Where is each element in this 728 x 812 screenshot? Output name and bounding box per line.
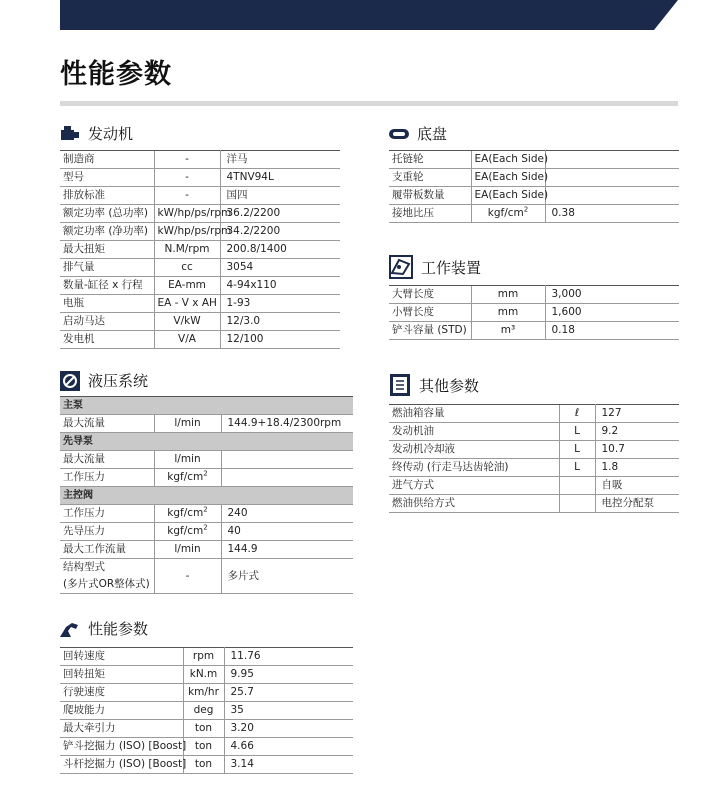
table-row xyxy=(60,205,340,223)
performance-section-header xyxy=(60,618,148,639)
row-value: 40 xyxy=(221,523,353,541)
row-value: 4TNV94L xyxy=(220,169,340,187)
row-label: 行驶速度 xyxy=(60,684,183,702)
row-label: 制造商 xyxy=(60,151,154,169)
document-icon xyxy=(389,373,411,397)
table-row xyxy=(60,756,353,774)
row-unit: ton xyxy=(183,738,224,756)
row-unit xyxy=(559,477,595,495)
table-row xyxy=(60,295,340,313)
row-unit: V/A xyxy=(154,331,220,349)
row-unit: EA - V x AH xyxy=(154,295,220,313)
other-table xyxy=(389,404,679,513)
engine-section-header xyxy=(60,123,133,144)
row-value: 0.38 xyxy=(545,205,679,223)
table-row xyxy=(60,684,353,702)
row-unit: - xyxy=(154,151,220,169)
row-unit: deg xyxy=(183,702,224,720)
row-label: 终传动 (行走马达齿轮油) xyxy=(389,459,559,477)
row-unit: kW/hp/ps/rpm xyxy=(154,205,220,223)
unit-superscript: 2 xyxy=(203,469,208,478)
row-value: 36.2/2200 xyxy=(220,205,340,223)
row-unit: l/min xyxy=(154,451,221,469)
unit-text: kgf/cm xyxy=(167,471,204,483)
table-row xyxy=(60,523,353,541)
row-unit: L xyxy=(559,423,595,441)
row-label xyxy=(60,559,154,594)
table-row xyxy=(389,151,679,169)
row-value: 1-93 xyxy=(220,295,340,313)
table-row xyxy=(60,666,353,684)
row-unit: - xyxy=(154,169,220,187)
row-unit xyxy=(559,495,595,513)
row-unit xyxy=(154,469,221,487)
table-group-row xyxy=(60,433,353,451)
row-unit: N.M/rpm xyxy=(154,241,220,259)
row-value: 1.8 xyxy=(595,459,679,477)
workdevice-section-header xyxy=(389,255,481,279)
row-unit: ton xyxy=(183,756,224,774)
row-unit: rpm xyxy=(183,648,224,666)
track-icon xyxy=(389,124,409,144)
row-value: 35 xyxy=(224,702,353,720)
row-label: 大臂长度 xyxy=(389,286,471,304)
engine-section-title: 发动机 xyxy=(88,125,134,143)
row-value: 11.76 xyxy=(224,648,353,666)
table-row xyxy=(389,304,679,322)
row-label: 最大流量 xyxy=(60,415,154,433)
row-label: 发电机 xyxy=(60,331,154,349)
row-label: 爬坡能力 xyxy=(60,702,183,720)
row-unit: l/min xyxy=(154,415,221,433)
row-value: 1,600 xyxy=(545,304,679,322)
row-label: 铲斗容量 (STD) xyxy=(389,322,471,340)
row-unit: EA(Each Side) xyxy=(471,151,545,169)
group-label: 先导泵 xyxy=(60,433,353,451)
hydraulic-table xyxy=(60,396,353,594)
table-group-row xyxy=(60,487,353,505)
table-row xyxy=(60,541,353,559)
hydraulic-section-header xyxy=(60,370,148,391)
row-label: 接地比压 xyxy=(389,205,471,223)
table-row xyxy=(60,223,340,241)
table-row xyxy=(389,423,679,441)
unit-superscript: 2 xyxy=(523,205,529,214)
table-row xyxy=(60,277,340,295)
row-value: 12/100 xyxy=(220,331,340,349)
row-value: 240 xyxy=(221,505,353,523)
row-unit: ℓ xyxy=(559,405,595,423)
row-value: 12/3.0 xyxy=(220,313,340,331)
table-row xyxy=(389,405,679,423)
row-label: 电瓶 xyxy=(60,295,154,313)
table-row xyxy=(60,738,353,756)
row-value: 3054 xyxy=(220,259,340,277)
table-row xyxy=(60,415,353,433)
row-label: 支重轮 xyxy=(389,169,471,187)
row-value: 127 xyxy=(595,405,679,423)
table-group-row xyxy=(60,397,353,415)
row-value: 200.8/1400 xyxy=(220,241,340,259)
row-value xyxy=(221,451,353,469)
unit-text: kgf/cm xyxy=(487,207,524,219)
row-unit: ton xyxy=(183,720,224,738)
hydraulic-pump-icon xyxy=(60,371,80,391)
row-value xyxy=(221,469,353,487)
table-row xyxy=(60,241,340,259)
row-unit xyxy=(154,523,221,541)
other-section-header xyxy=(389,373,479,397)
row-unit: V/kW xyxy=(154,313,220,331)
chassis-section-header xyxy=(389,123,447,144)
row-unit: l/min xyxy=(154,541,221,559)
row-value: 9.2 xyxy=(595,423,679,441)
row-value: 9.95 xyxy=(224,666,353,684)
table-row xyxy=(60,187,340,205)
table-row xyxy=(60,451,353,469)
table-row xyxy=(389,441,679,459)
row-value: 144.9 xyxy=(221,541,353,559)
row-value: 多片式 xyxy=(221,559,353,594)
boom-icon xyxy=(389,255,413,279)
row-label: 先导压力 xyxy=(60,523,154,541)
row-label: 启动马达 xyxy=(60,313,154,331)
excavator-arm-icon xyxy=(60,619,80,639)
table-row xyxy=(60,151,340,169)
table-row xyxy=(60,505,353,523)
row-label: 最大扭矩 xyxy=(60,241,154,259)
row-value: 4.66 xyxy=(224,738,353,756)
row-value: 4-94x110 xyxy=(220,277,340,295)
row-unit: L xyxy=(559,441,595,459)
row-value: 25.7 xyxy=(224,684,353,702)
table-row xyxy=(60,169,340,187)
row-unit: L xyxy=(559,459,595,477)
row-label: 小臂长度 xyxy=(389,304,471,322)
row-label: 排放标准 xyxy=(60,187,154,205)
table-row xyxy=(60,720,353,738)
table-row xyxy=(389,169,679,187)
row-label: 最大工作流量 xyxy=(60,541,154,559)
row-label: 托链轮 xyxy=(389,151,471,169)
row-value: 144.9+18.4/2300rpm xyxy=(221,415,353,433)
title-divider xyxy=(60,101,678,106)
row-label: 回转速度 xyxy=(60,648,183,666)
row-unit: mm xyxy=(471,304,545,322)
table-row xyxy=(389,459,679,477)
unit-superscript: 2 xyxy=(203,523,208,532)
row-label: 排气量 xyxy=(60,259,154,277)
row-unit: kN.m xyxy=(183,666,224,684)
row-label: 最大流量 xyxy=(60,451,154,469)
row-label: 燃油箱容量 xyxy=(389,405,559,423)
row-label: 数量-缸径 x 行程 xyxy=(60,277,154,295)
row-unit: kW/hp/ps/rpm xyxy=(154,223,220,241)
table-row xyxy=(60,702,353,720)
table-row xyxy=(60,313,340,331)
row-label: 额定功率 (总功率) xyxy=(60,205,154,223)
engine-icon xyxy=(60,124,80,144)
table-row xyxy=(60,469,353,487)
chassis-section-title: 底盘 xyxy=(417,125,448,143)
performance-section-title: 性能参数 xyxy=(88,620,149,638)
table-row xyxy=(60,259,340,277)
row-label: 铲斗挖掘力 (ISO) [Boost] xyxy=(60,738,183,756)
table-row xyxy=(60,559,353,594)
row-label-line: 结构型式 xyxy=(63,561,105,573)
group-label: 主控阀 xyxy=(60,487,353,505)
engine-table xyxy=(60,150,340,349)
row-label: 发动机冷却液 xyxy=(389,441,559,459)
row-value xyxy=(545,187,679,205)
row-unit: cc xyxy=(154,259,220,277)
table-row xyxy=(389,205,679,223)
row-value: 3.20 xyxy=(224,720,353,738)
row-label: 进气方式 xyxy=(389,477,559,495)
row-unit: km/hr xyxy=(183,684,224,702)
hydraulic-section-title: 液压系统 xyxy=(88,372,149,390)
workdevice-section-title: 工作装置 xyxy=(421,258,482,277)
row-label: 型号 xyxy=(60,169,154,187)
row-value: 10.7 xyxy=(595,441,679,459)
group-label: 主泵 xyxy=(60,397,353,415)
row-value xyxy=(545,151,679,169)
row-unit: EA-mm xyxy=(154,277,220,295)
row-value: 3.14 xyxy=(224,756,353,774)
other-section-title: 其他参数 xyxy=(419,376,480,395)
row-value: 国四 xyxy=(220,187,340,205)
table-row xyxy=(389,286,679,304)
chassis-table xyxy=(389,150,679,223)
unit-text: kgf/cm xyxy=(167,507,204,519)
workdevice-table xyxy=(389,285,679,340)
row-label: 工作压力 xyxy=(60,505,154,523)
row-unit: - xyxy=(154,187,220,205)
table-row xyxy=(389,477,679,495)
row-label: 回转扭矩 xyxy=(60,666,183,684)
header-banner xyxy=(60,0,678,30)
row-label: 燃油供给方式 xyxy=(389,495,559,513)
row-label-line: (多片式OR整体式) xyxy=(63,578,150,590)
row-unit: - xyxy=(154,559,221,594)
row-unit: mm xyxy=(471,286,545,304)
unit-superscript: 2 xyxy=(203,505,208,514)
table-row xyxy=(60,331,340,349)
row-unit: EA(Each Side) xyxy=(471,187,545,205)
row-unit xyxy=(471,205,545,223)
row-value: 洋马 xyxy=(220,151,340,169)
row-unit: m³ xyxy=(471,322,545,340)
row-label: 额定功率 (净功率) xyxy=(60,223,154,241)
page-title: 性能参数 xyxy=(60,59,172,90)
row-label: 斗杆挖掘力 (ISO) [Boost] xyxy=(60,756,183,774)
row-value: 自吸 xyxy=(595,477,679,495)
unit-text: kgf/cm xyxy=(167,525,204,537)
row-value: 34.2/2200 xyxy=(220,223,340,241)
row-label: 履带板数量 xyxy=(389,187,471,205)
row-value: 3,000 xyxy=(545,286,679,304)
row-value: 0.18 xyxy=(545,322,679,340)
row-unit xyxy=(154,505,221,523)
table-row xyxy=(389,187,679,205)
table-row xyxy=(389,322,679,340)
row-value: 电控分配泵 xyxy=(595,495,679,513)
table-row xyxy=(60,648,353,666)
row-unit: EA(Each Side) xyxy=(471,169,545,187)
row-label: 工作压力 xyxy=(60,469,154,487)
table-row xyxy=(389,495,679,513)
row-label: 发动机油 xyxy=(389,423,559,441)
performance-table xyxy=(60,647,353,774)
row-label: 最大牵引力 xyxy=(60,720,183,738)
row-value xyxy=(545,169,679,187)
